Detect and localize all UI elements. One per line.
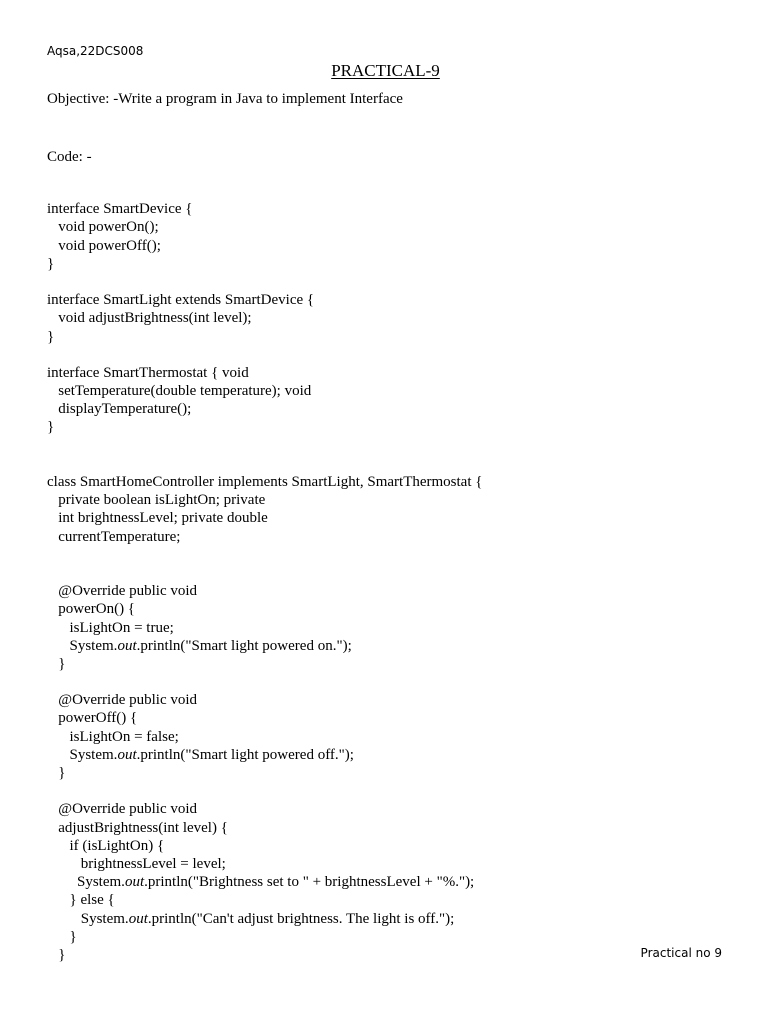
code-line	[47, 546, 482, 564]
code-line: }	[47, 419, 55, 436]
code-line: interface SmartLight extends SmartDevice {	[47, 292, 315, 309]
code-line: isLightOn = false;	[47, 728, 179, 745]
code-line: currentTemperature;	[47, 528, 181, 545]
code-lines	[47, 200, 482, 964]
code-line: displayTemperature();	[47, 401, 192, 418]
code-line: System.out.println("Smart light powered off.");	[47, 746, 354, 763]
code-line: @Override public void	[47, 692, 198, 709]
code-line: } else {	[47, 892, 115, 909]
code-line: int brightnessLevel; private double	[47, 510, 268, 527]
code-line: @Override public void	[47, 583, 198, 600]
code-line	[47, 673, 482, 691]
code-line: void powerOn();	[47, 219, 159, 236]
code-line: private boolean isLightOn; private	[47, 492, 266, 509]
code-line: }	[47, 946, 66, 963]
code-line: powerOff() {	[47, 710, 138, 727]
code-line: @Override public void	[47, 801, 198, 818]
code-line: }	[47, 655, 66, 672]
code-line: isLightOn = true;	[47, 619, 174, 636]
code-line	[47, 273, 482, 291]
code-line: brightnessLevel = level;	[47, 855, 226, 872]
code-line	[47, 346, 482, 364]
code-line	[47, 782, 482, 800]
code-line	[47, 437, 482, 455]
objective-text: Objective: -Write a program in Java to implement Interface	[47, 91, 403, 107]
code-line	[47, 455, 482, 473]
page-title	[0, 61, 768, 81]
code-line: System.out.println("Smart light powered on.");	[47, 637, 352, 654]
code-line: }	[47, 255, 55, 272]
author-header: Aqsa,22DCS008	[47, 44, 144, 58]
code-line: }	[47, 328, 55, 345]
code-label: Code: -	[47, 149, 92, 165]
code-line: System.out.println("Can't adjust brightness. The light is off.");	[47, 910, 455, 927]
code-line: interface SmartThermostat { void	[47, 364, 249, 381]
code-line: }	[47, 765, 66, 781]
code-line: System.out.println("Brightness set to " + brightnessLevel + "%.");	[47, 874, 475, 891]
page-footer: Practical no 9	[640, 946, 722, 960]
code-line	[47, 564, 482, 582]
page-title-text: PRACTICAL-9	[331, 61, 440, 80]
code-block	[47, 114, 482, 998]
code-line: void powerOff();	[47, 237, 161, 254]
code-line: void adjustBrightness(int level);	[47, 310, 252, 327]
code-line: adjustBrightness(int level) {	[47, 819, 228, 836]
code-line: }	[47, 928, 77, 945]
code-line: interface SmartDevice {	[47, 201, 193, 218]
code-line: powerOn() {	[47, 601, 136, 618]
code-line: setTemperature(double temperature); void	[47, 383, 312, 400]
code-line: class SmartHomeController implements SmartLight, SmartThermostat {	[47, 474, 483, 490]
code-line: if (isLightOn) {	[47, 837, 165, 854]
